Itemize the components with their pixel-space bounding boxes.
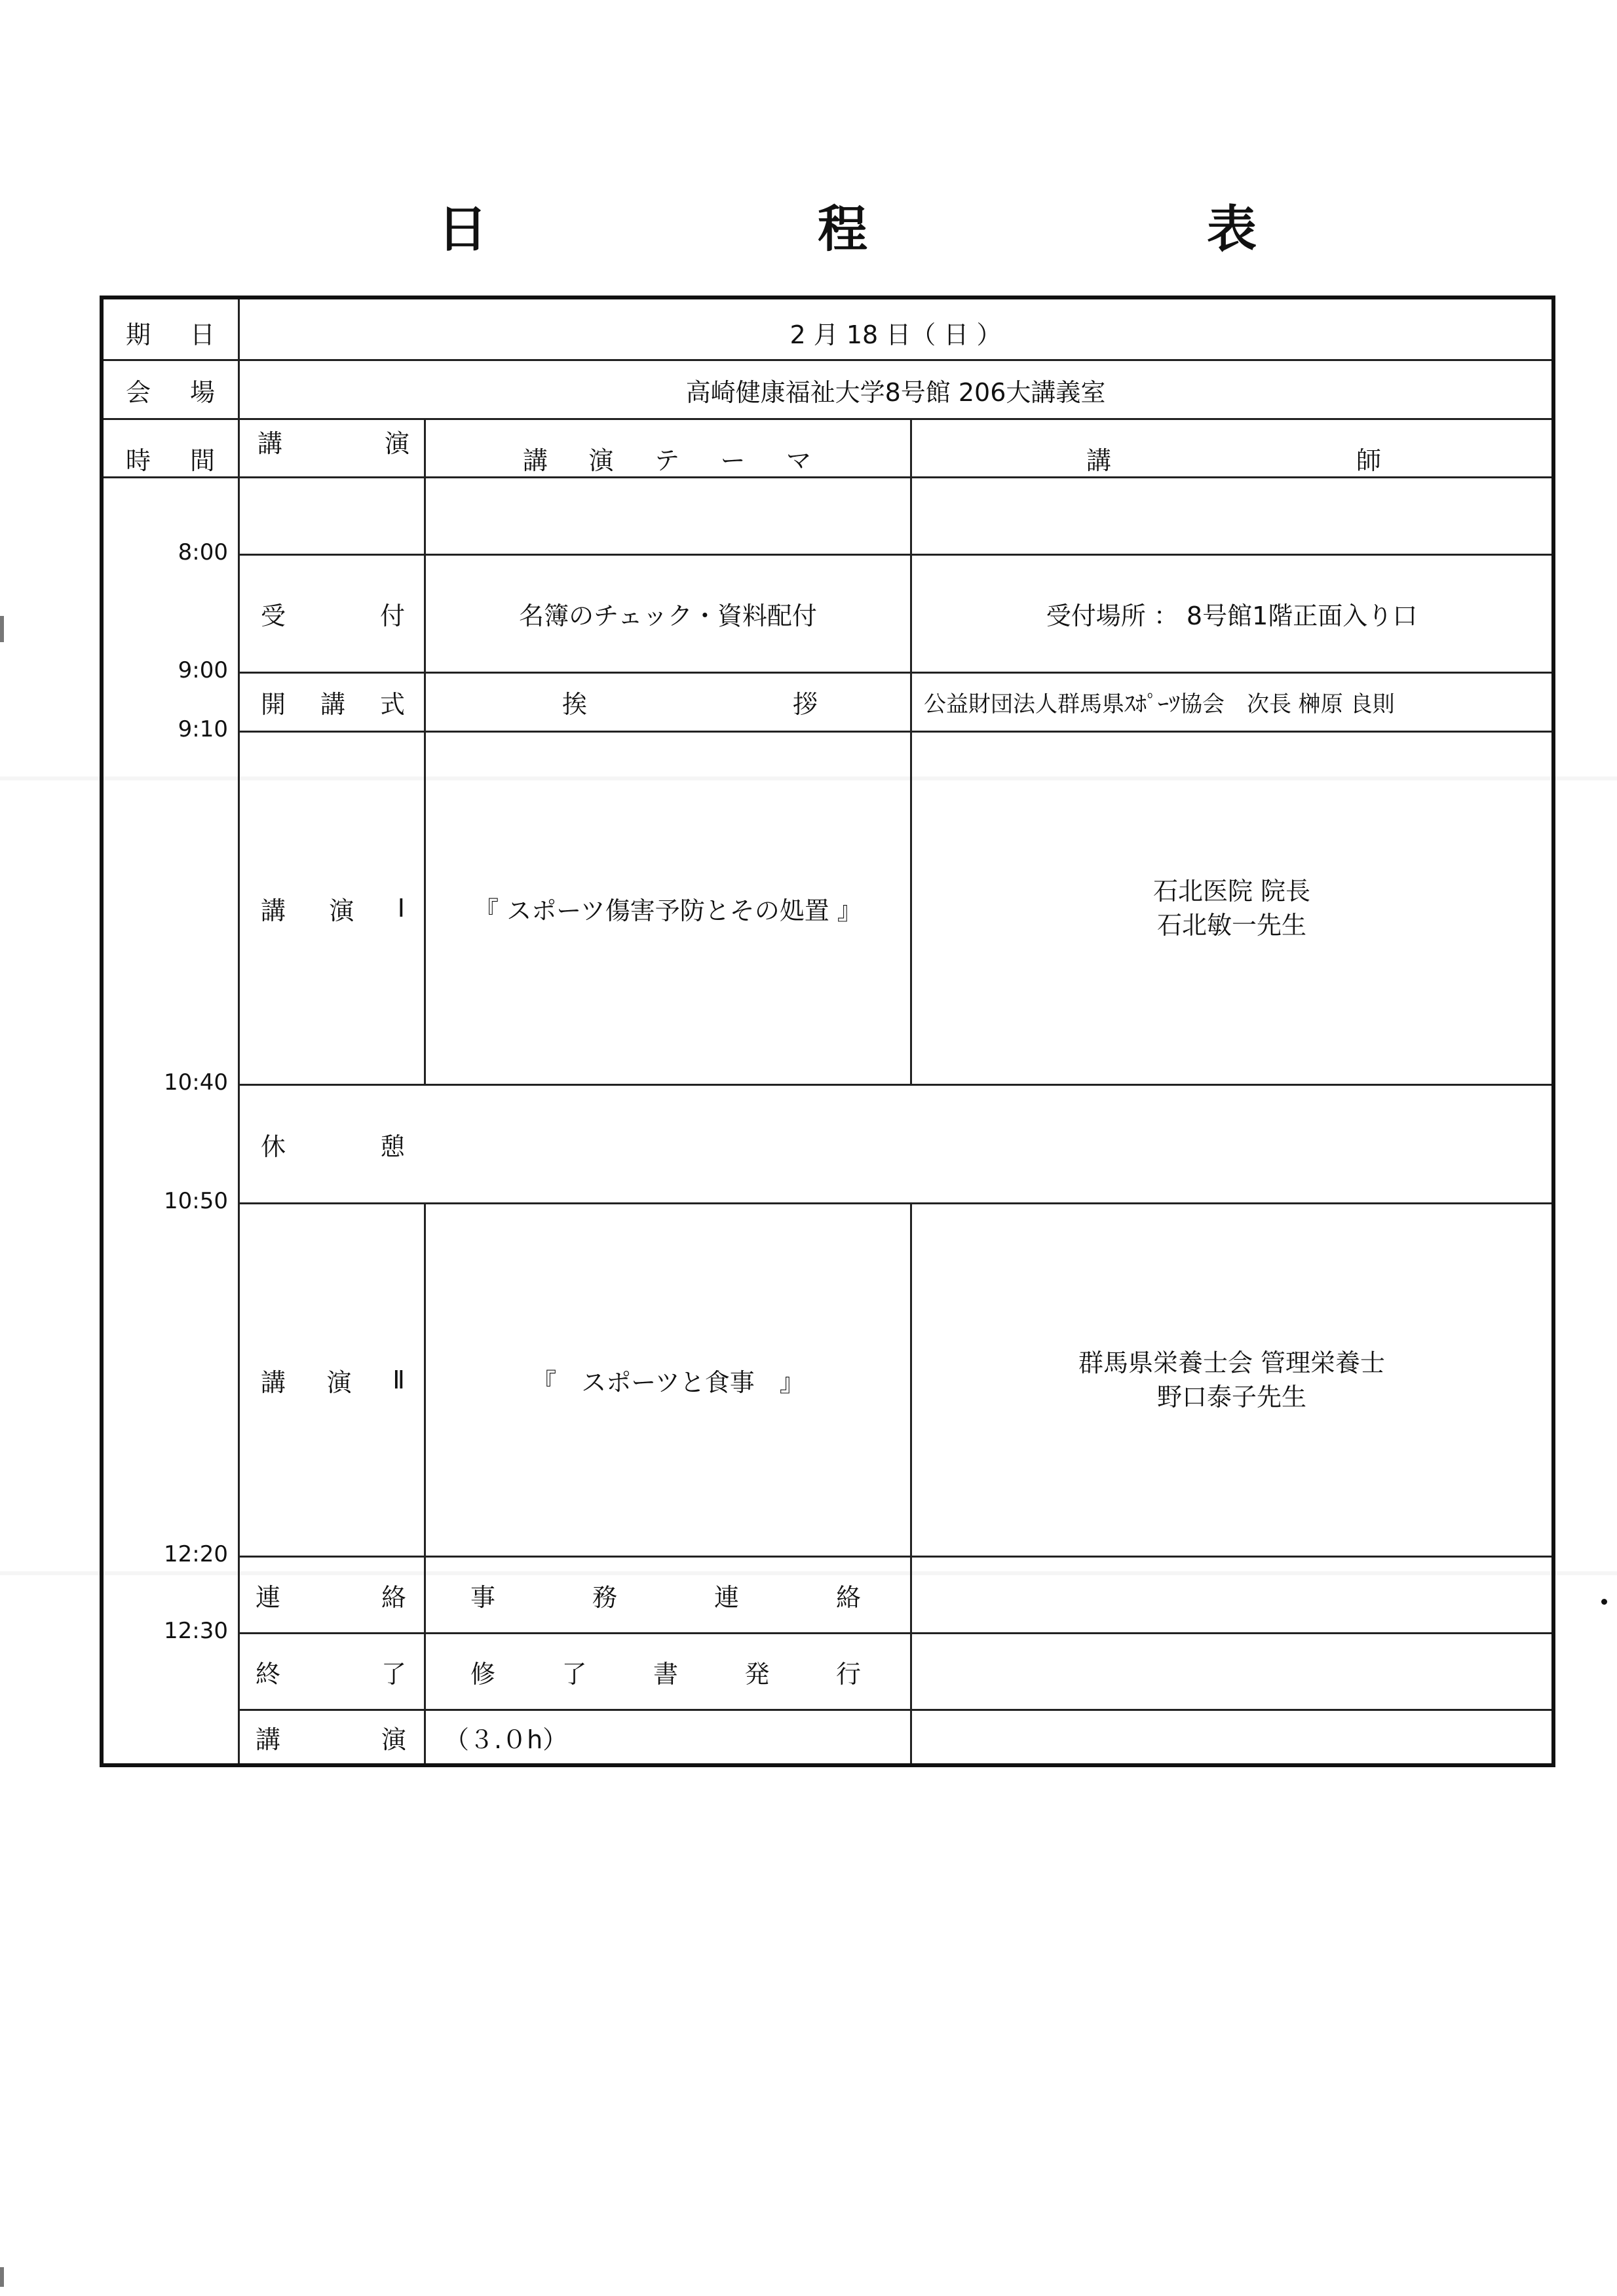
break-label: 休 憩 xyxy=(261,1132,405,1161)
column-divider xyxy=(238,299,240,1763)
lecture2-speaker: 群馬県栄養士会 管理栄養士 野口泰子先生 xyxy=(1078,1349,1386,1411)
row-divider xyxy=(238,1084,1551,1086)
title-char-1: 日 xyxy=(438,200,487,258)
reception-label: 受 付 xyxy=(261,602,405,630)
date-label: 期 日 xyxy=(126,320,215,349)
scan-edge-mark xyxy=(0,2267,4,2287)
time-marker: 9:10 xyxy=(178,716,228,742)
speaker-header: 講 師 xyxy=(1086,446,1381,475)
time-marker: 12:30 xyxy=(164,1618,228,1644)
lecture2-label: 講 演 Ⅱ xyxy=(261,1366,405,1397)
theme-header: 講 演 テ ー マ xyxy=(523,446,811,475)
row-divider xyxy=(238,1556,1551,1558)
schedule-table xyxy=(100,296,1555,1767)
lecture1-theme: 『 スポーツ傷害予防とその処置 』 xyxy=(474,896,862,925)
lecture1-speaker: 石北医院 院長 石北敏一先生 xyxy=(1152,877,1311,940)
lecture2-theme: 『 スポーツと食事 』 xyxy=(531,1368,805,1397)
time-marker: 9:00 xyxy=(178,657,228,683)
reception-theme: 名簿のチェック・資料配付 xyxy=(519,602,817,630)
time-marker: 8:00 xyxy=(178,539,228,565)
reception-speaker: 受付場所 ： 8号館1階正面入り口 xyxy=(1046,602,1418,630)
date-value: 2 月 18 日（ 日 ） xyxy=(789,320,1002,349)
row-divider xyxy=(238,1632,1551,1634)
lecture-header: 講 演 xyxy=(257,429,409,458)
closing-label: 終 了 xyxy=(256,1659,406,1689)
scan-edge-mark xyxy=(0,616,4,642)
row-divider xyxy=(238,1709,1551,1711)
time-marker: 10:50 xyxy=(164,1188,228,1214)
row-divider xyxy=(104,418,1551,420)
title-char-3: 表 xyxy=(1207,200,1257,258)
opening-theme: 挨 拶 xyxy=(562,690,818,719)
opening-speaker: 公益財団法人群馬県ｽﾎﾟｰﾂ協会 次長 榊原 良則 xyxy=(924,691,1395,718)
opening-label: 開 講 式 xyxy=(261,690,405,719)
title-char-2: 程 xyxy=(818,200,867,258)
total-hours: （３.０h） xyxy=(444,1725,568,1754)
closing-theme: 修 了 書 発 行 xyxy=(470,1659,861,1689)
liaison-label: 連 絡 xyxy=(256,1582,406,1612)
liaison-theme: 事 務 連 絡 xyxy=(470,1582,861,1612)
venue-label: 会 場 xyxy=(126,377,215,407)
total-label: 講 演 xyxy=(256,1725,406,1754)
time-marker: 12:20 xyxy=(164,1541,228,1567)
time-header: 時 間 xyxy=(126,446,215,475)
ink-dot xyxy=(1601,1599,1607,1605)
venue-value: 高崎健康福祉大学8号館 206大講義室 xyxy=(685,377,1106,407)
time-marker: 10:40 xyxy=(164,1069,228,1096)
lecture1-label: 講 演 Ⅰ xyxy=(261,894,405,925)
